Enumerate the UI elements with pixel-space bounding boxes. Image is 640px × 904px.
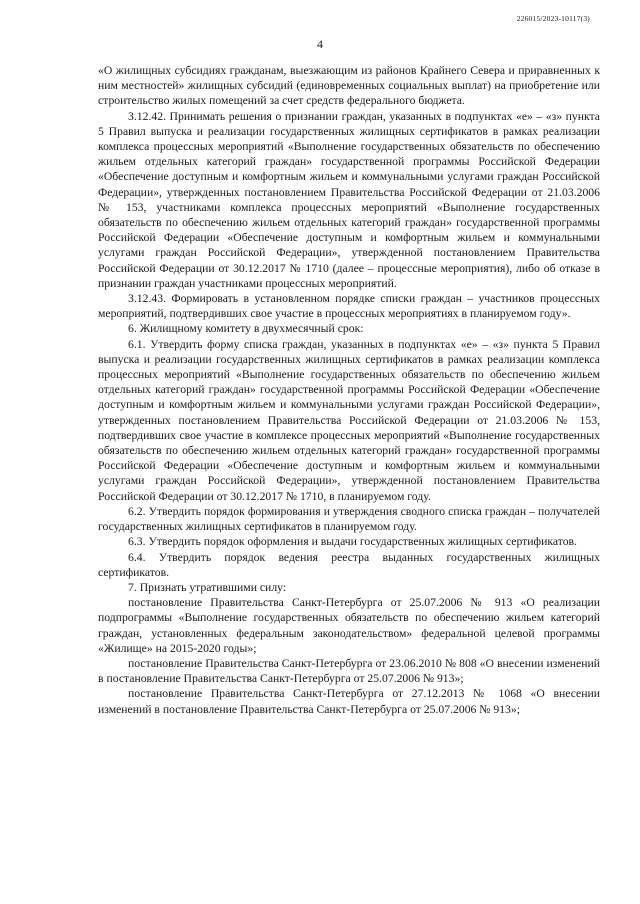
paragraph-6-2: 6.2. Утвердить порядок формирования и утверждения сводного списка граждан – получателей государственных жилищных сертификатов в планируемом году. — [98, 504, 600, 534]
paragraph-6-1: 6.1. Утвердить форму списка граждан, указанных в подпунктах «е» – «з» пункта 5 Правил выпуска и реализации государственных жилищных сертификатов в рамках реализации комплекса процессных мероприятий «Выполнение государственных обязательств по обеспечению жильем отдельных категорий граждан» государственной программы Российской Федерации «Обеспечение доступным и комфортным жильем и коммунальными услугами граждан Российской Федерации», утвержденных постановлением Правительства Российской Федерации от 21.03.2006 № 153, подтвердивших свое участие в комплексе процессных мероприятий «Выполнение государственных обязательств по обеспечению жильем отдельных категорий граждан» государственной программы Российской Федерации «Обеспечение доступным и комфортным жильем и коммунальными услугами граждан Российской Федерации», утвержденной постановлением Правительства Российской Федерации от 30.12.2017 № 1710, в планируемом году. — [98, 337, 600, 503]
paragraph-3-12-43: 3.12.43. Формировать в установленном порядке списки граждан – участников процессных мероприятий, подтвердивших свое участие в процессных мероприятиях в планируемом году». — [98, 292, 600, 321]
document-body — [98, 63, 600, 717]
document-registration-number: 226015/2023-10117(3) — [516, 14, 590, 23]
paragraph-3-12-42: 3.12.42. Принимать решения о признании граждан, указанных в подпунктах «е» – «з» пункта 5 Правил выпуска и реализации государственных жилищных сертификатов в рамках реализации комплекса процессных мероприятий «Выполнение государственных обязательств по обеспечению жильем отдельных категорий граждан» государственной программы Российской Федерации «Обеспечение доступным и комфортным жильем и коммунальными услугами граждан Российской Федерации», утвержденных постановлением Правительства Российской Федерации от 21.03.2006 № 153, участниками комплекса процессных мероприятий «Выполнение государственных обязательств по обеспечению жильем отдельных категорий граждан» государственной программы Российской Федерации «Обеспечение доступным и комфортным жильем и коммунальными услугами граждан Российской Федерации», утвержденной постановлением Правительства Российской Федерации от 30.12.2017 № 1710 (далее – процессные мероприятия), либо об отказе в признании граждан участниками процессных мероприятий. — [98, 109, 600, 290]
paragraph-7-item-2: постановление Правительства Санкт-Петербурга от 23.06.2010 № 808 «О внесении изменений в постановление Правительства Санкт-Петербурга от 25.07.2006 № 913»; — [98, 656, 600, 686]
paragraph-6-3: 6.3. Утвердить порядок оформления и выдачи государственных жилищных сертификатов. — [128, 535, 577, 549]
paragraph-6-4: 6.4. Утвердить порядок ведения реестра выданных государственных жилищных сертификатов. — [98, 550, 600, 579]
paragraph-6: 6. Жилищному комитету в двухмесячный срок: — [128, 322, 364, 336]
paragraph-continuation: «О жилищных субсидиях гражданам, выезжающим из районов Крайнего Севера и приравненных к ним местностей» жилищных субсидий (единовременных социальных выплат) на приобретение или строительство жилых помещений за счет средств федерального бюджета. — [98, 64, 600, 108]
paragraph-7-item-1: постановление Правительства Санкт-Петербурга от 25.07.2006 № 913 «О реализации подпрограммы «Выполнение государственных обязательств по обеспечению жильем категорий граждан, установленных федеральным законодательством» федеральной целевой программы «Жилище» на 2015-2020 годы»; — [98, 596, 600, 655]
page-number: 4 — [317, 37, 323, 51]
paragraph-7: 7. Признать утратившими силу: — [128, 580, 287, 594]
paragraph-7-item-3: постановление Правительства Санкт-Петербурга от 27.12.2013 № 1068 «О внесении изменений в постановление Правительства Санкт-Петербурга от 25.07.2006 № 913»; — [98, 687, 600, 716]
